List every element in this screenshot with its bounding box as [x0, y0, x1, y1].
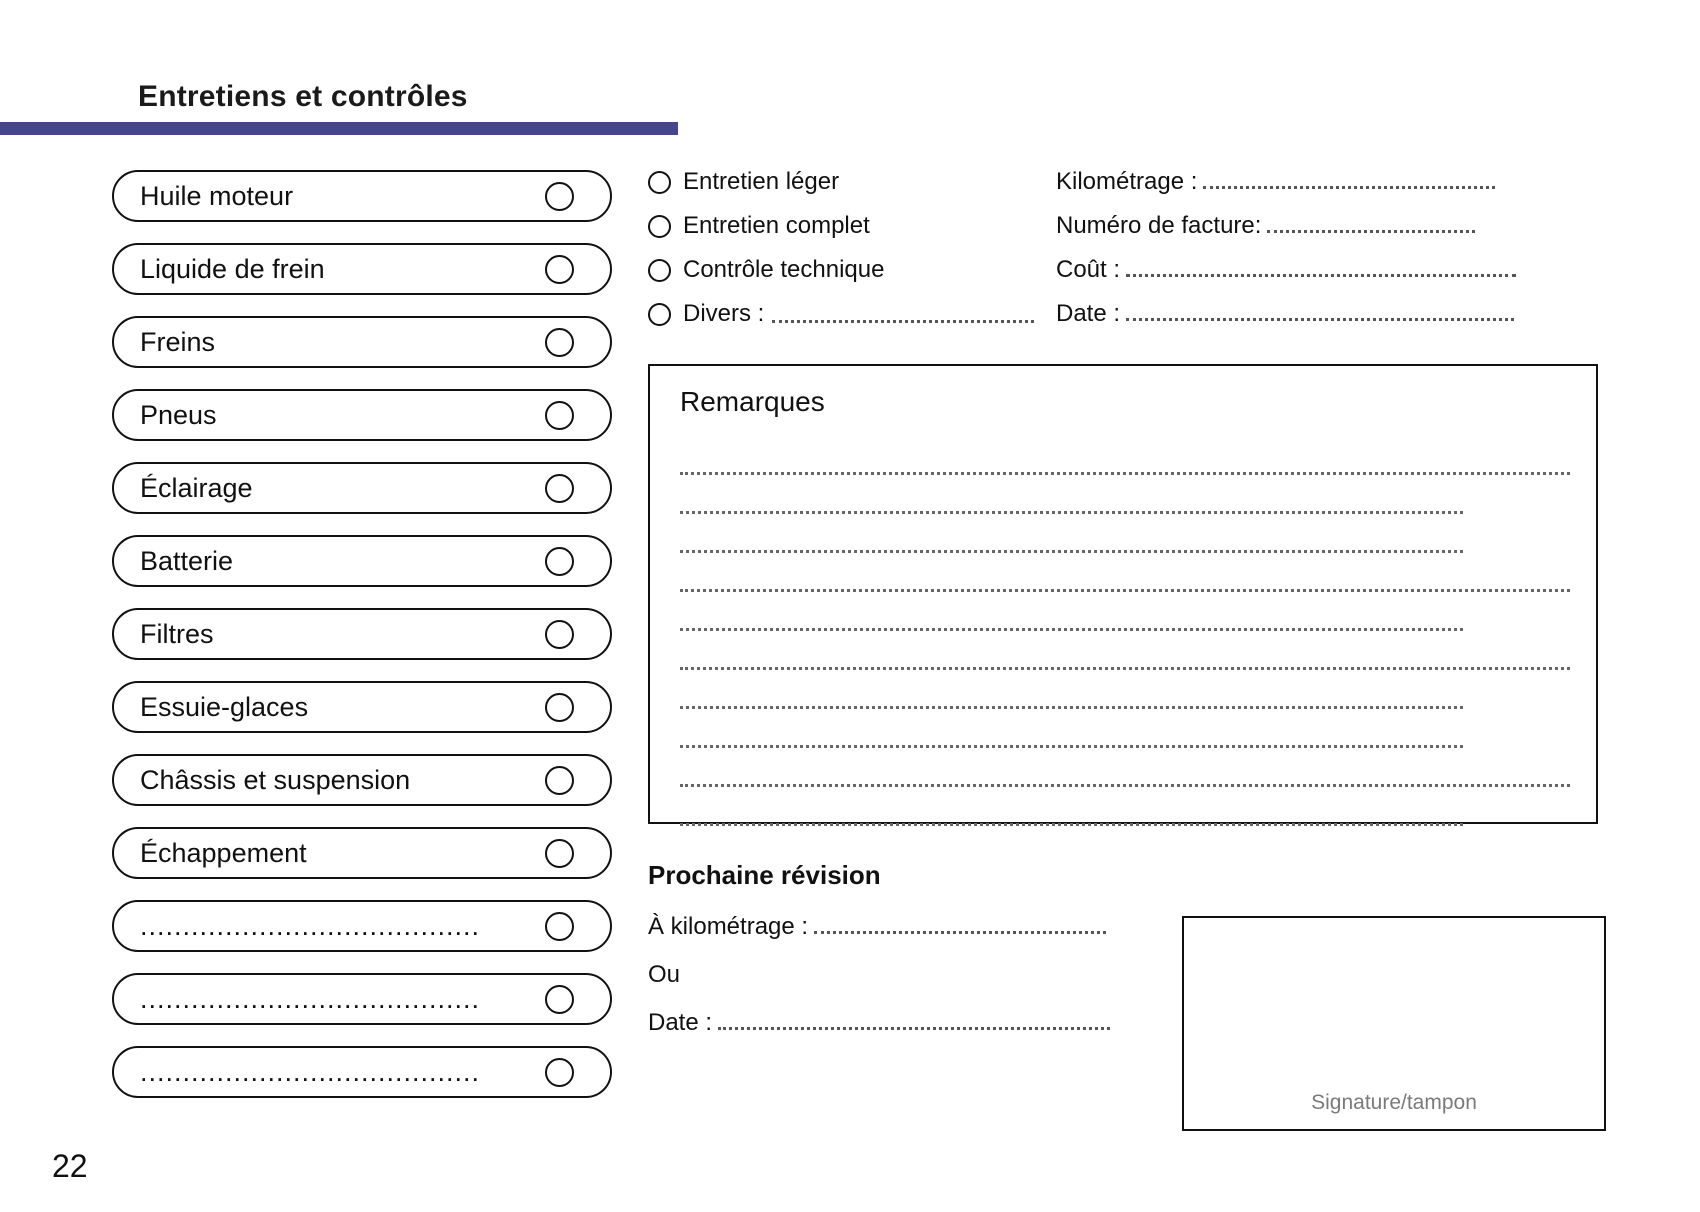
checklist-item-label: Pneus: [140, 399, 217, 430]
checkbox-circle-icon[interactable]: [545, 912, 574, 941]
checklist-item-label: Éclairage: [140, 472, 253, 503]
checklist-item[interactable]: [112, 608, 612, 660]
checklist-item[interactable]: [112, 316, 612, 368]
service-type-option-other[interactable]: [648, 300, 1034, 328]
checklist-item[interactable]: [112, 170, 612, 222]
field-date[interactable]: [1056, 300, 1514, 328]
checklist-item-blank[interactable]: [112, 900, 612, 952]
signature-box[interactable]: [1182, 916, 1606, 1131]
field-input-line[interactable]: [1267, 216, 1475, 233]
next-revision-mileage-label: À kilométrage :: [648, 913, 809, 940]
checkbox-circle-icon[interactable]: [545, 766, 574, 795]
next-revision-or: [648, 961, 1168, 989]
header-rule: [0, 122, 678, 135]
checklist-item-blank[interactable]: [112, 973, 612, 1025]
next-revision-title: Prochaine révision: [648, 860, 881, 890]
checklist-item[interactable]: [112, 389, 612, 441]
checklist-item-label: Freins: [140, 326, 216, 357]
checkbox-circle-icon[interactable]: [545, 620, 574, 649]
checkbox-circle-icon[interactable]: [545, 474, 574, 503]
radio-circle-icon[interactable]: [648, 259, 671, 282]
next-revision-mileage[interactable]: [648, 913, 1168, 941]
service-type-label: Contrôle technique: [683, 256, 885, 283]
checkbox-circle-icon[interactable]: [545, 547, 574, 576]
remarks-line[interactable]: [680, 436, 1570, 475]
checklist-item[interactable]: [112, 243, 612, 295]
checkbox-circle-icon[interactable]: [545, 255, 574, 284]
checklist-item-label: ........................................: [140, 983, 481, 1014]
checklist-item-label: Huile moteur: [140, 180, 294, 211]
service-type-option[interactable]: [648, 256, 884, 284]
service-details: [648, 168, 1648, 328]
field-input-line[interactable]: [1126, 260, 1516, 277]
next-revision-date[interactable]: [648, 1009, 1168, 1037]
field-cout[interactable]: [1056, 256, 1516, 284]
checkbox-circle-icon[interactable]: [545, 985, 574, 1014]
checklist-item-label: Échappement: [140, 837, 307, 868]
checkbox-circle-icon[interactable]: [545, 328, 574, 357]
remarks-line[interactable]: [680, 592, 1463, 631]
divers-input-line[interactable]: [772, 306, 1034, 323]
checklist-item[interactable]: [112, 754, 612, 806]
checklist-item-blank[interactable]: [112, 1046, 612, 1098]
next-revision-mileage-line[interactable]: [814, 917, 1106, 934]
next-revision-date-line[interactable]: [718, 1013, 1110, 1030]
remarks-line[interactable]: [680, 748, 1570, 787]
checkbox-circle-icon[interactable]: [545, 401, 574, 430]
checkbox-circle-icon[interactable]: [545, 693, 574, 722]
checklist-item-label: ........................................: [140, 910, 481, 941]
next-revision-date-label: Date :: [648, 1009, 713, 1036]
remarks-line[interactable]: [680, 631, 1570, 670]
remarks-line[interactable]: [680, 553, 1570, 592]
checklist-item-label: Essuie-glaces: [140, 691, 309, 722]
remarks-box[interactable]: [648, 364, 1598, 824]
field-label: Date :: [1056, 300, 1121, 327]
field-input-line[interactable]: [1126, 304, 1514, 321]
page-title: Entretiens et contrôles: [138, 80, 468, 113]
radio-circle-icon[interactable]: [648, 171, 671, 194]
page-number: 22: [52, 1148, 88, 1184]
checklist-item-label: Liquide de frein: [140, 253, 325, 284]
remarks-title: Remarques: [680, 386, 825, 417]
service-type-label: Entretien complet: [683, 212, 870, 239]
checklist-item-label: Filtres: [140, 618, 214, 649]
checklist-item-label: Châssis et suspension: [140, 764, 411, 795]
radio-circle-icon[interactable]: [648, 303, 671, 326]
field-label: Coût :: [1056, 256, 1121, 283]
checklist-item[interactable]: [112, 681, 612, 733]
checkbox-circle-icon[interactable]: [545, 1058, 574, 1087]
radio-circle-icon[interactable]: [648, 215, 671, 238]
remarks-line[interactable]: [680, 514, 1463, 553]
checklist-item-label: Batterie: [140, 545, 234, 576]
checklist-item-label: ........................................: [140, 1056, 481, 1087]
field-label: Kilométrage :: [1056, 168, 1198, 195]
maintenance-checklist: [112, 170, 612, 1119]
next-revision-section: [648, 860, 1168, 1057]
field-label: Numéro de facture:: [1056, 212, 1262, 239]
page-header: [0, 80, 678, 135]
remarks-line[interactable]: [680, 787, 1463, 826]
remarks-line[interactable]: [680, 475, 1463, 514]
checklist-item[interactable]: [112, 535, 612, 587]
service-type-option[interactable]: [648, 168, 839, 196]
service-type-group: [648, 168, 1648, 328]
next-revision-or-label: Ou: [648, 961, 681, 988]
field-kilometrage[interactable]: [1056, 168, 1495, 196]
service-type-option[interactable]: [648, 212, 870, 240]
field-numero-facture[interactable]: [1056, 212, 1475, 240]
checklist-item[interactable]: [112, 827, 612, 879]
service-type-label: Divers :: [683, 300, 765, 327]
remarks-line[interactable]: [680, 709, 1463, 748]
remarks-line[interactable]: [680, 670, 1463, 709]
field-input-line[interactable]: [1203, 172, 1495, 189]
checkbox-circle-icon[interactable]: [545, 839, 574, 868]
service-type-label: Entretien léger: [683, 168, 840, 195]
checkbox-circle-icon[interactable]: [545, 182, 574, 211]
checklist-item[interactable]: [112, 462, 612, 514]
signature-label: Signature/tampon: [1311, 1091, 1477, 1114]
